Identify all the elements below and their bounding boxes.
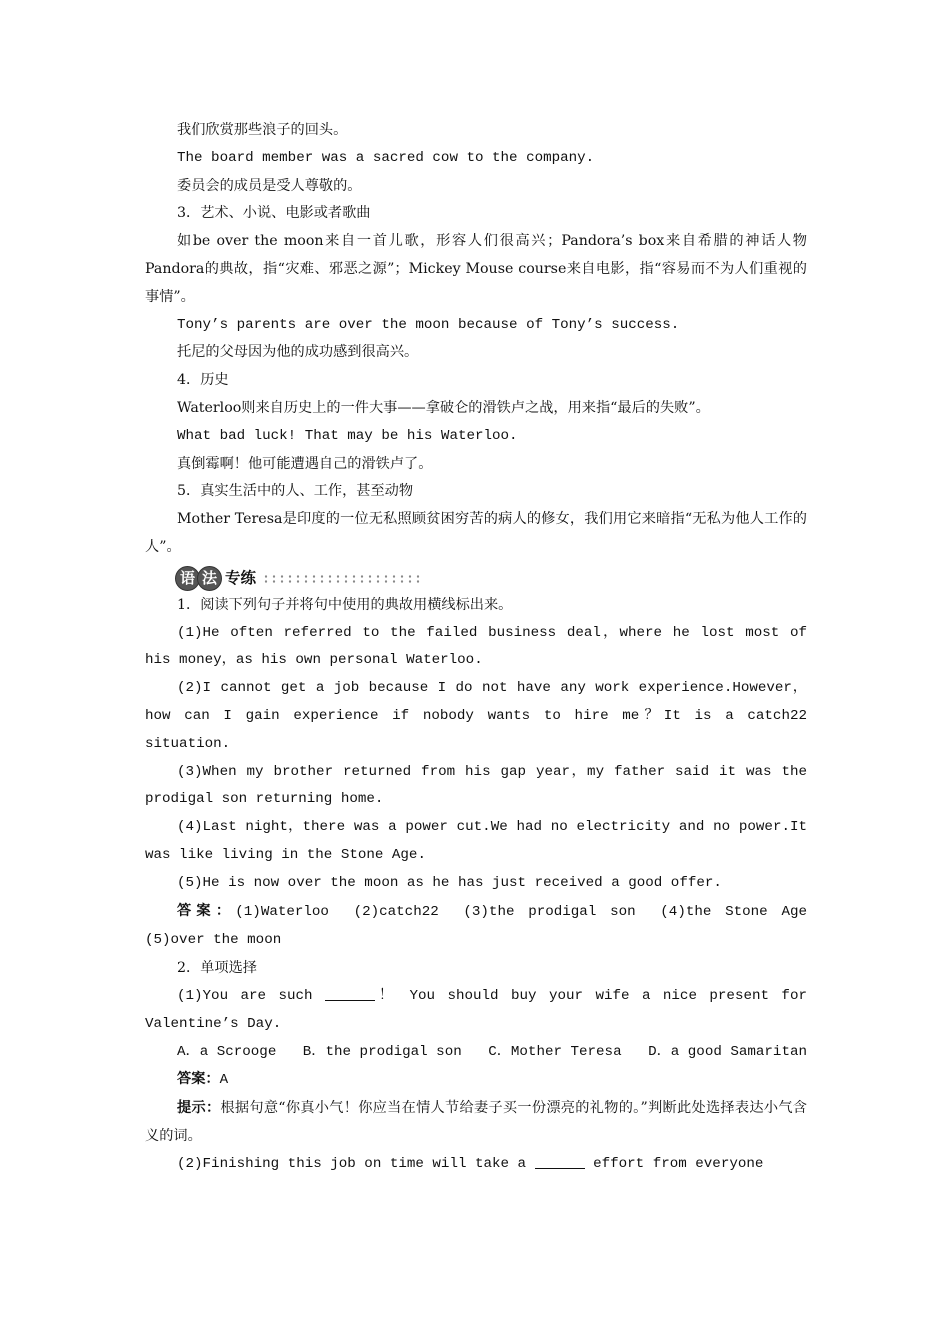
subheading: 3．艺术、小说、电影或者歌曲 (177, 205, 371, 222)
option-a: A．a Scrooge (177, 1043, 277, 1060)
dotted-rule (262, 574, 420, 584)
question-item (145, 1151, 807, 1179)
hint-line (145, 1095, 807, 1151)
question-text: (1)You are such (177, 987, 325, 1004)
section-badge (175, 566, 219, 591)
options-row (145, 1039, 807, 1067)
text-line: 托尼的父母因为他的成功感到很高兴。 (177, 344, 419, 361)
exercise-item: (5)He is now over the moon as he has just received a good offer. (177, 874, 722, 891)
exercise-item: (3)When my brother returned from his gap year，my father said it was the prodigal son returning home. (145, 763, 807, 808)
answer-line (145, 898, 822, 956)
document-page (145, 117, 822, 1178)
text-line: What bad luck! That may be his Waterloo. (177, 427, 518, 444)
answer-line (145, 1066, 807, 1095)
text-line: Waterloo则来自历史上的一件大事——拿破仑的滑铁卢之战，用来指“最后的失败”。 (177, 399, 710, 416)
answer-text: (1)Waterloo (2)catch22 (3)the prodigal son (4)the Stone Age (5)over the moon (145, 903, 822, 949)
question-text: effort from everyone (584, 1155, 764, 1172)
paragraph: Mother Teresa是印度的一位无私照顾贫困穷苦的病人的修女，我们用它来暗指“无私为他人工作的人”。 (145, 511, 807, 555)
text-line: 我们欣赏那些浪子的回头。 (177, 122, 348, 138)
option-c: C．Mother Teresa (488, 1043, 622, 1060)
badge-char: 语 (175, 566, 200, 591)
option-b: B．the prodigal son (302, 1043, 462, 1060)
subheading: 5．真实生活中的人、工作，甚至动物 (177, 483, 414, 500)
exercise-item: (2)I cannot get a job because I do not have any work experience.However，how can I gain experience if nobody wants to hire me？It is a catch22 situation. (145, 680, 807, 752)
answer-value: A (219, 1072, 229, 1089)
answer-label: 答案： (177, 902, 236, 919)
exercise-item: (4)Last night，there was a power cut.We had no electricity and no power.It was like living in the Stone Age. (145, 819, 807, 863)
section-label: 专练 (225, 568, 257, 587)
exercise-title: 2．单项选择 (177, 960, 257, 977)
text-line: The board member was a sacred cow to the company. (177, 149, 595, 166)
section-header-grammar-practice (145, 564, 807, 594)
option-d: D．a good Samaritan (648, 1043, 807, 1060)
exercise-title: 1．阅读下列句子并将句中使用的典故用横线标出来。 (177, 596, 513, 613)
exercise-item: (1)He often referred to the failed business deal，where he lost most of his money，as his own personal Waterloo. (145, 624, 807, 669)
answer-blank (325, 986, 375, 1001)
hint-label: 提示： (177, 1100, 221, 1117)
badge-char: 法 (197, 566, 222, 591)
question-text: ！ You should buy your wife a nice present for Valentine’s Day. (145, 987, 807, 1032)
answer-blank (535, 1154, 585, 1169)
subheading: 4．历史 (177, 372, 229, 389)
text-line: 委员会的成员是受人尊敬的。 (177, 177, 362, 194)
question-text: (2)Finishing this job on time will take a (177, 1155, 535, 1172)
paragraph: 如be over the moon来自一首儿歌，形容人们很高兴；Pandora’s box来自希腊的神话人物Pandora的典故，指“灾难、邪恶之源”；Mickey Mouse course来自电影，指“容易而不为人们重视的事情”。 (145, 233, 807, 305)
hint-text: 根据句意“你真小气！你应当在情人节给妻子买一份漂亮的礼物的。”判断此处选择表达小气含义的词。 (145, 1100, 807, 1144)
question-item (145, 983, 807, 1039)
answer-label: 答案： (177, 1071, 220, 1088)
text-line: Tony’s parents are over the moon because of Tony’s success. (177, 316, 680, 333)
text-line: 真倒霉啊！他可能遭遇自己的滑铁卢了。 (177, 455, 433, 472)
